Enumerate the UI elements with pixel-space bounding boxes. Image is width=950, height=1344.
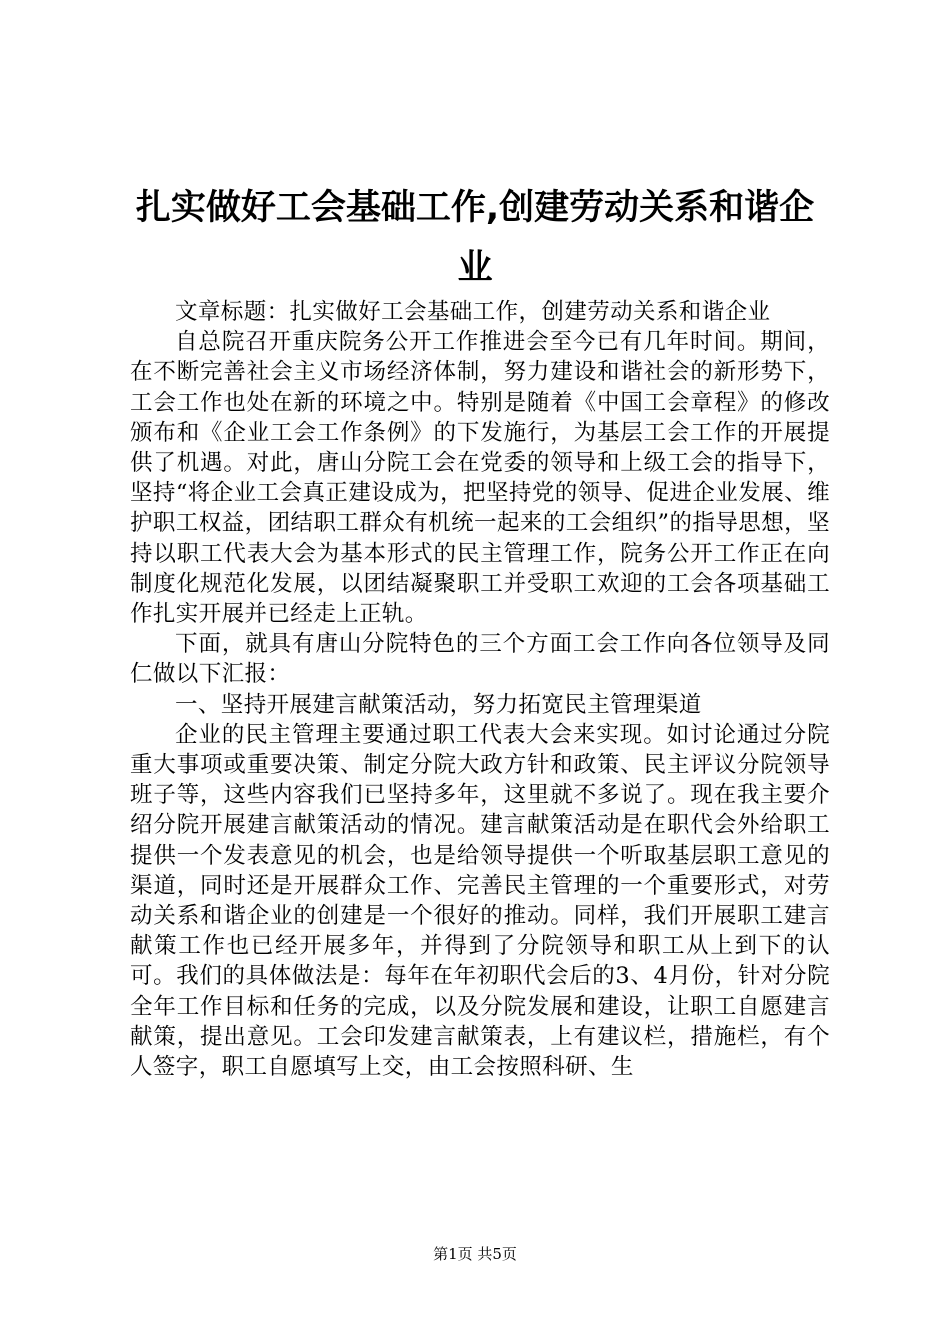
page-footer: 第1页 共5页 xyxy=(433,1245,517,1263)
paragraph-section-1-body: 企业的民主管理主要通过职工代表大会来实现。如讨论通过分院重大事项或重要决策、制定分院大政方针和政策、民主评议分院领导班子等，这些内容我们已坚持多年，这里就不多说了。现在我主要介绍分院开展建言献策活动的情况。建言献策活动是在职代会外给职工提供一个发表意见的机会，也是给领导提供一个听取基层职工意见的渠道，同时还是开展群众工作、完善民主管理的一个重要形式，对劳动关系和谐企业的创建是一个很好的推动。同样，我们开展职工建言献策工作也已经开展多年，并得到了分院领导和职工从上到下的认可。我们的具体做法是：每年在年初职代会后的3、4月份，针对分院全年工作目标和任务的完成，以及分院发展和建设，让职工自愿建言献策，提出意见。工会印发建言献策表，上有建议栏，措施栏，有个人签字，职工自愿填写上交，由工会按照科研、生 xyxy=(130,721,830,1081)
document-body xyxy=(130,297,830,1082)
paragraph-introduction: 自总院召开重庆院务公开工作推进会至今已有几年时间。期间，在不断完善社会主义市场经济体制，努力建设和谐社会的新形势下，工会工作也处在新的环境之中。特别是随着《中国工会章程》的修改颁布和《企业工会工作条例》的下发施行，为基层工会工作的开展提供了机遇。对此，唐山分院工会在党委的领导和上级工会的指导下，坚持“将企业工会真正建设成为，把坚持党的领导、促进企业发展、维护职工权益，团结职工群众有机统一起来的工会组织”的指导思想，坚持以职工代表大会为基本形式的民主管理工作，院务公开工作正在向制度化规范化发展，以团结凝聚职工并受职工欢迎的工会各项基础工作扎实开展并已经走上正轨。 xyxy=(130,329,830,628)
document-title: 扎实做好工会基础工作,创建劳动关系和谐企业 xyxy=(135,188,815,288)
paragraph-article-title: 文章标题：扎实做好工会基础工作，创建劳动关系和谐企业 xyxy=(175,299,771,325)
paragraph-report-lead: 下面，就具有唐山分院特色的三个方面工会工作向各位领导及同仁做以下汇报： xyxy=(130,631,830,688)
section-heading-1: 一、坚持开展建言献策活动，努力拓宽民主管理渠道 xyxy=(175,691,702,718)
